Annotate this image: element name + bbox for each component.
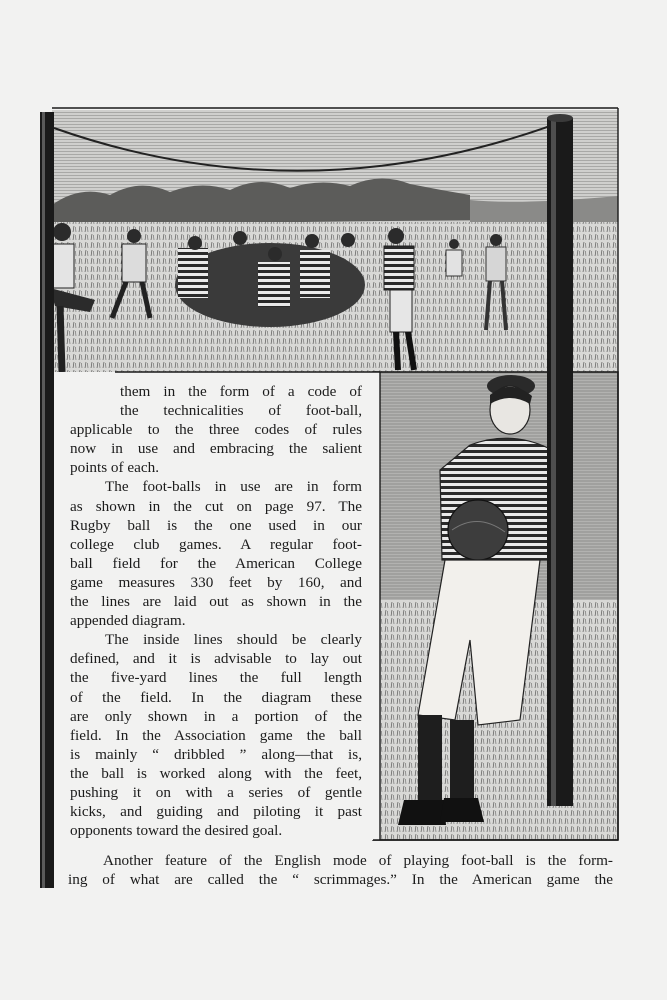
column-text — [70, 382, 362, 840]
text-line: of the field. In the diagram these — [70, 688, 362, 706]
text-line: The foot-balls in use are in form — [105, 478, 362, 496]
text-line: applicable to the three codes of rules — [70, 421, 362, 439]
text-line: game measures 330 feet by 160, and — [70, 573, 362, 591]
text-line: college club games. A regular foot- — [70, 535, 362, 553]
text-line: Rugby ball is the one used in our — [70, 516, 362, 534]
text-line: defined, and it is advisable to lay out — [70, 650, 362, 668]
text-line: opponents toward the desired goal. — [70, 822, 283, 840]
text-line: the lines are laid out as shown in the — [70, 593, 362, 611]
text-line: appended diagram. — [70, 612, 186, 630]
text-line: as shown in the cut on page 97. The — [70, 497, 362, 515]
text-line: is mainly “ dribbled ” along—that is, — [70, 745, 362, 763]
text-line: field. In the Association game the ball — [70, 726, 362, 744]
text-line: Another feature of the English mode of playing foot-ball is the form- — [103, 852, 613, 869]
text-line: kicks, and guiding and piloting it past — [70, 803, 362, 821]
text-line: them in the form of a code of — [120, 383, 362, 400]
text-line: the technicalities of foot-ball, — [120, 402, 362, 420]
text-line: ball field for the American College — [70, 554, 362, 572]
text-line: The inside lines should be clearly — [105, 631, 362, 649]
text-line: points of each. — [70, 459, 159, 477]
text-line: the ball is worked along with the feet, — [70, 764, 362, 782]
bottom-text — [68, 851, 613, 889]
text-line: the five-yard lines the full length — [70, 669, 362, 687]
text-line: pushing it on with a series of gentle — [70, 783, 362, 801]
text-line: now in use and embracing the salient — [70, 440, 362, 458]
text-line: are only shown in a portion of the — [70, 707, 362, 725]
text-line: ing of what are called the “ scrimmages.” In the American game the — [68, 871, 613, 889]
